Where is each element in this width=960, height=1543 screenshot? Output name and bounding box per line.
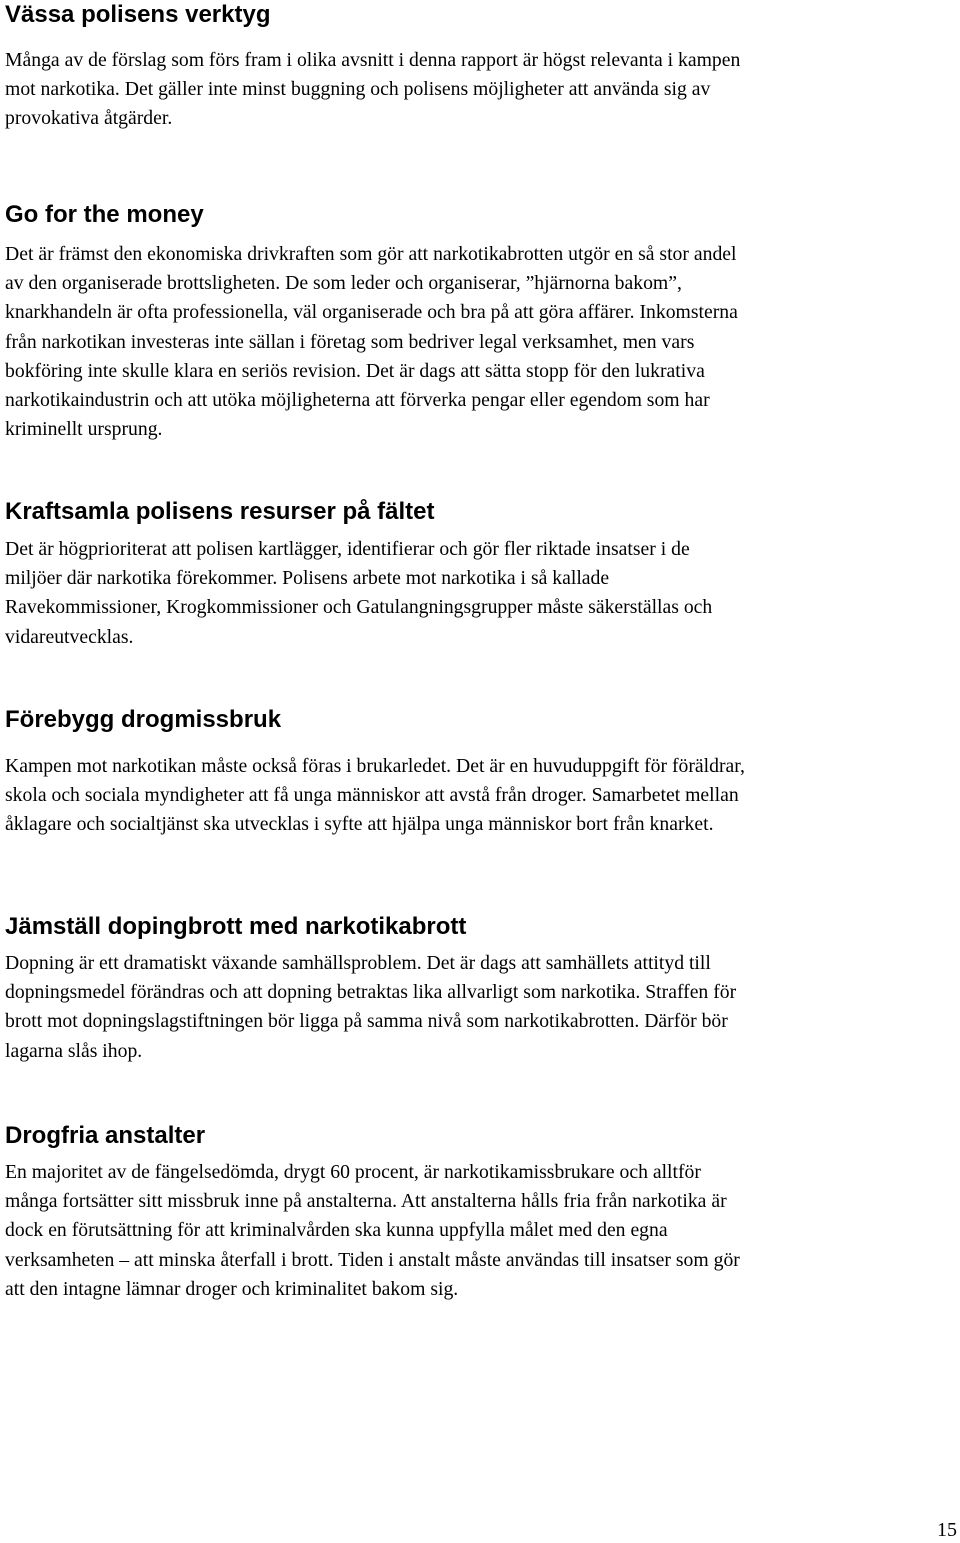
text-line: Många av de förslag som förs fram i olika avsnitt i denna rapport är högst relevanta i kampen — [5, 49, 741, 71]
section-jamstall-dopingbrott — [5, 912, 955, 1066]
text-line: att den intagne lämnar droger och kriminalitet bakom sig. — [5, 1277, 459, 1300]
text-line: dock en förutsättning för att kriminalvården ska kunna uppfylla målet med den egna — [5, 1219, 668, 1242]
section-heading: Kraftsamla polisens resurser på fältet — [5, 498, 435, 525]
paragraph — [5, 535, 955, 652]
text-line: miljöer där narkotika förekommer. Polisens arbete mot narkotika i så kallade — [5, 567, 610, 590]
text-line: skola och sociala myndigheter att få unga människor att avstå från droger. Samarbetet mellan — [5, 784, 739, 807]
section-heading: Förebygg drogmissbruk — [5, 706, 282, 733]
section-heading: Jämställ dopingbrott med narkotikabrott — [5, 913, 467, 940]
text-line: Det är främst den ekonomiska drivkraften som gör att narkotikabrotten utgör en så stor andel — [5, 243, 737, 265]
text-line: verksamheten – att minska återfall i brott. Tiden i anstalt måste användas till insatser som gör — [5, 1248, 740, 1271]
text-line: lagarna slås ihop. — [5, 1039, 143, 1062]
text-line: många fortsätter sitt missbruk inne på anstalterna. Att anstalterna hålls fria från narkotika är — [5, 1190, 727, 1213]
paragraph — [5, 240, 955, 444]
text-line: En majoritet av de fängelsedömda, drygt 60 procent, är narkotikamissbrukare och alltför — [5, 1161, 701, 1183]
paragraph — [5, 752, 955, 840]
text-line: dopningsmedel förändras och att dopning betraktas lika allvarligt som narkotika. Straffen för — [5, 981, 737, 1004]
text-line: bokföring inte skulle klara en seriös revision. Det är dags att sätta stopp för den lukrativa — [5, 359, 705, 382]
text-line: av den organiserade brottsligheten. De som leder och organiserar, ”hjärnorna bakom”, — [5, 272, 682, 295]
section-heading: Go for the money — [5, 201, 204, 228]
text-line: åklagare och socialtjänst ska utvecklas i syfte att hjälpa unga människor bort från knarket. — [5, 813, 714, 836]
section-heading: Vässa polisens verktyg — [5, 1, 271, 28]
text-line: vidareutvecklas. — [5, 625, 134, 648]
section-forebygg-drogmissbruk — [5, 705, 955, 840]
section-heading: Drogfria anstalter — [5, 1122, 206, 1149]
text-line: Det är högprioriterat att polisen kartlägger, identifierar och gör fler riktade insatser i de — [5, 538, 690, 560]
text-line: från narkotikan investeras inte sällan i företag som bedriver legal verksamhet, men vars — [5, 330, 695, 353]
section-vassa-polisens-verktyg — [5, 0, 955, 134]
text-line: kriminellt ursprung. — [5, 418, 163, 441]
section-go-for-the-money — [5, 200, 955, 444]
text-line: knarkhandeln är ofta professionella, väl organiserade och bra på att göra affärer. Inkomsterna — [5, 301, 738, 324]
paragraph — [5, 1158, 955, 1304]
text-line: mot narkotika. Det gäller inte minst buggning och polisens möjligheter att använda sig av — [5, 78, 711, 101]
paragraph — [5, 46, 955, 134]
paragraph — [5, 949, 955, 1066]
text-line: provokativa åtgärder. — [5, 107, 173, 130]
section-drogfria-anstalter — [5, 1121, 955, 1304]
page-number: 15 — [937, 1519, 957, 1541]
text-line: Kampen mot narkotikan måste också föras i brukarledet. Det är en huvuduppgift för föräldrar, — [5, 755, 745, 777]
text-line: Ravekommissioner, Krogkommissioner och Gatulangningsgrupper måste säkerställas och — [5, 596, 713, 619]
text-line: narkotikaindustrin och att utöka möjligheterna att förverka pengar eller egendom som har — [5, 389, 710, 412]
text-line: Dopning är ett dramatiskt växande samhällsproblem. Det är dags att samhällets attityd till — [5, 952, 711, 974]
section-kraftsamla-polisens-resurser — [5, 497, 955, 652]
text-line: brott mot dopningslagstiftningen bör ligga på samma nivå som narkotikabrotten. Därför bör — [5, 1010, 728, 1033]
